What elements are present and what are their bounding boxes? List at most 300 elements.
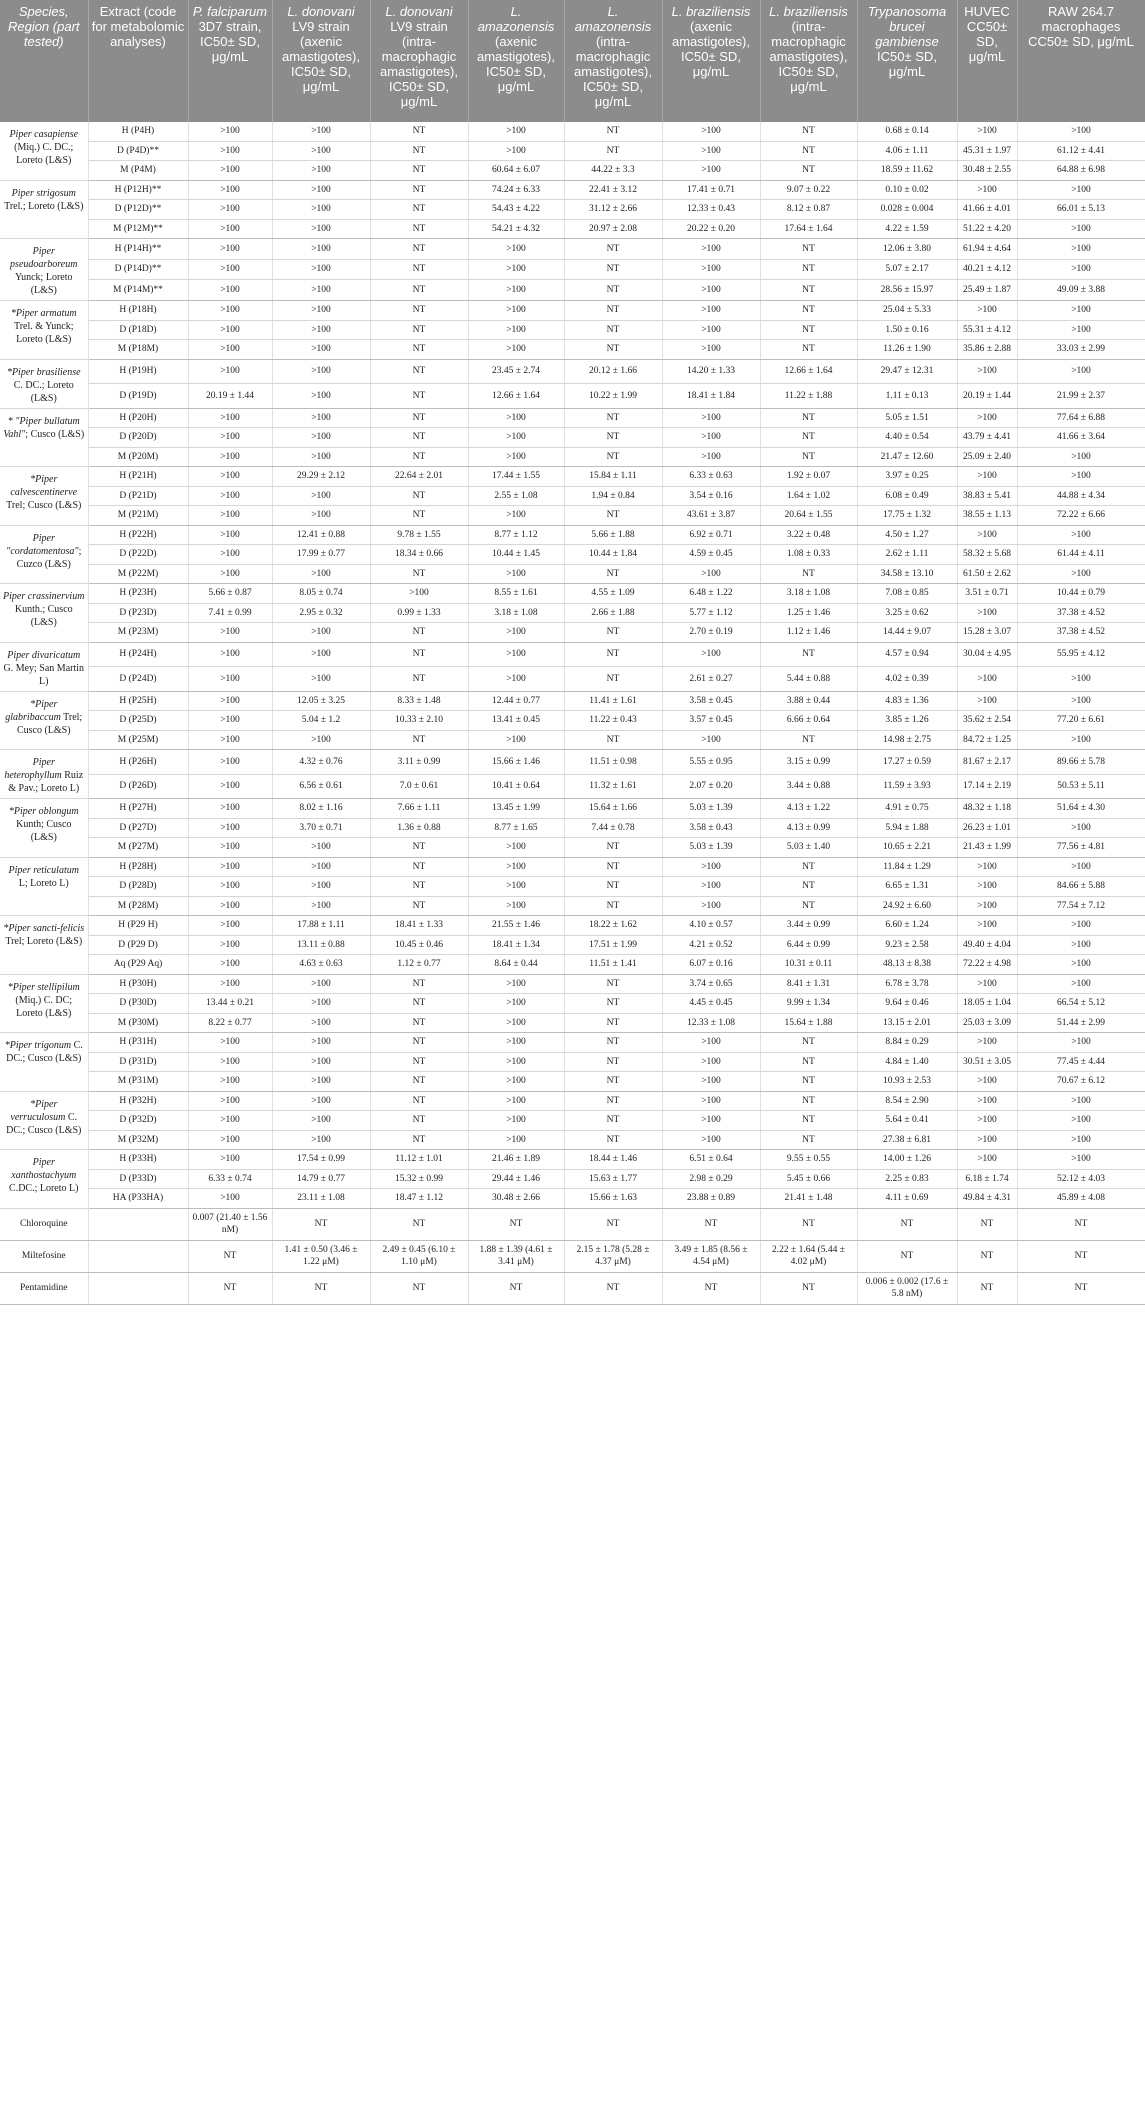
value-cell: >100 xyxy=(662,1033,760,1053)
value-cell: NT xyxy=(564,667,662,692)
table-row xyxy=(0,1091,1145,1111)
value-cell: 7.44 ± 0.78 xyxy=(564,818,662,838)
value-cell: 5.77 ± 1.12 xyxy=(662,603,760,623)
value-cell: 6.66 ± 0.64 xyxy=(760,711,857,731)
species-region: ; Cuzco (L&S) xyxy=(16,545,82,570)
value-cell: 5.66 ± 0.87 xyxy=(188,584,272,604)
extract-cell: D (P23D) xyxy=(88,603,188,623)
extract-cell: D (P12D)** xyxy=(88,200,188,220)
value-cell: >100 xyxy=(272,447,370,467)
value-cell: 66.01 ± 5.13 xyxy=(1017,200,1145,220)
table-row xyxy=(0,711,1145,731)
value-cell: 35.62 ± 2.54 xyxy=(957,711,1017,731)
value-cell: 4.22 ± 1.59 xyxy=(857,219,957,239)
value-cell: 2.25 ± 0.83 xyxy=(857,1169,957,1189)
value-cell: 6.33 ± 0.63 xyxy=(662,467,760,487)
value-cell: 8.55 ± 1.61 xyxy=(468,584,564,604)
value-cell: >100 xyxy=(468,994,564,1014)
value-cell: 13.15 ± 2.01 xyxy=(857,1013,957,1033)
value-cell: >100 xyxy=(662,141,760,161)
value-cell: >100 xyxy=(957,180,1017,200)
table-row xyxy=(0,857,1145,877)
value-cell: >100 xyxy=(272,623,370,643)
extract-cell: M (P25M) xyxy=(88,730,188,750)
value-cell: 14.98 ± 2.75 xyxy=(857,730,957,750)
value-cell: 18.41 ± 1.84 xyxy=(662,384,760,409)
value-cell: NT xyxy=(564,564,662,584)
table-row xyxy=(0,935,1145,955)
species-region: Kunth.; Cusco (L&S) xyxy=(14,604,73,628)
value-cell: 11.26 ± 1.90 xyxy=(857,340,957,360)
value-cell: 15.64 ± 1.88 xyxy=(760,1013,857,1033)
value-cell: NT xyxy=(1017,1208,1145,1240)
value-cell: NT xyxy=(370,384,468,409)
value-cell: 1.08 ± 0.33 xyxy=(760,545,857,565)
value-cell: >100 xyxy=(272,1013,370,1033)
species-cell xyxy=(0,916,88,975)
value-cell: >100 xyxy=(957,691,1017,711)
extract-cell: M (P23M) xyxy=(88,623,188,643)
table-row xyxy=(0,545,1145,565)
extract-cell: H (P18H) xyxy=(88,301,188,321)
value-cell: >100 xyxy=(957,1111,1017,1131)
header-row xyxy=(0,0,1145,122)
value-cell: 8.77 ± 1.12 xyxy=(468,525,564,545)
value-cell: 4.21 ± 0.52 xyxy=(662,935,760,955)
value-cell: 21.47 ± 12.60 xyxy=(857,447,957,467)
value-cell: 12.44 ± 0.77 xyxy=(468,691,564,711)
table-row xyxy=(0,486,1145,506)
value-cell: 2.49 ± 0.45 (6.10 ± 1.10 μM) xyxy=(370,1240,468,1272)
value-cell: NT xyxy=(760,1111,857,1131)
value-cell: 17.54 ± 0.99 xyxy=(272,1150,370,1170)
species-name: *Piper oblongum xyxy=(8,806,79,817)
value-cell: >100 xyxy=(468,408,564,428)
table-row xyxy=(0,340,1145,360)
reference-drug-cell: Chloroquine xyxy=(0,1208,88,1240)
value-cell: 2.62 ± 1.11 xyxy=(857,545,957,565)
value-cell: 4.91 ± 0.75 xyxy=(857,799,957,819)
value-cell: 4.59 ± 0.45 xyxy=(662,545,760,565)
species-cell xyxy=(0,1150,88,1209)
species-region: (Miq.) C. DC; Loreto (L&S) xyxy=(15,994,73,1019)
value-cell: >100 xyxy=(188,161,272,181)
value-cell: >100 xyxy=(272,320,370,340)
value-cell: 4.13 ± 1.22 xyxy=(760,799,857,819)
value-cell: 29.29 ± 2.12 xyxy=(272,467,370,487)
value-cell: >100 xyxy=(272,486,370,506)
value-cell: NT xyxy=(564,896,662,916)
value-cell: >100 xyxy=(662,896,760,916)
value-cell: NT xyxy=(370,838,468,858)
value-cell: >100 xyxy=(468,340,564,360)
value-cell: 10.93 ± 2.53 xyxy=(857,1072,957,1092)
table-row xyxy=(0,799,1145,819)
value-cell: >100 xyxy=(468,1111,564,1131)
value-cell: >100 xyxy=(957,857,1017,877)
value-cell: NT xyxy=(760,877,857,897)
value-cell: 45.89 ± 4.08 xyxy=(1017,1189,1145,1209)
value-cell: NT xyxy=(370,486,468,506)
value-cell: 18.22 ± 1.62 xyxy=(564,916,662,936)
table-row xyxy=(0,584,1145,604)
value-cell: 77.45 ± 4.44 xyxy=(1017,1052,1145,1072)
value-cell: 3.85 ± 1.26 xyxy=(857,711,957,731)
extract-cell: D (P19D) xyxy=(88,384,188,409)
value-cell: >100 xyxy=(188,1111,272,1131)
extract-cell: Aq (P29 Aq) xyxy=(88,955,188,975)
value-cell: >100 xyxy=(662,1091,760,1111)
value-cell: NT xyxy=(370,1033,468,1053)
value-cell: >100 xyxy=(1017,180,1145,200)
species-name: *Piper glabribaccum xyxy=(5,698,61,723)
value-cell: >100 xyxy=(188,916,272,936)
value-cell: >100 xyxy=(957,896,1017,916)
value-cell: NT xyxy=(564,1033,662,1053)
value-cell: NT xyxy=(370,447,468,467)
value-cell: >100 xyxy=(188,955,272,975)
value-cell: 11.32 ± 1.61 xyxy=(564,774,662,799)
value-cell: 1.12 ± 0.77 xyxy=(370,955,468,975)
value-cell: >100 xyxy=(957,974,1017,994)
value-cell: 2.98 ± 0.29 xyxy=(662,1169,760,1189)
value-cell: 26.23 ± 1.01 xyxy=(957,818,1017,838)
value-cell: >100 xyxy=(468,896,564,916)
value-cell: 25.49 ± 1.87 xyxy=(957,280,1017,301)
extract-cell: D (P29 D) xyxy=(88,935,188,955)
value-cell: 11.51 ± 1.41 xyxy=(564,955,662,975)
value-cell: 9.64 ± 0.46 xyxy=(857,994,957,1014)
species-region: Trel; Cusco (L&S) xyxy=(16,711,83,736)
value-cell: 30.51 ± 3.05 xyxy=(957,1052,1017,1072)
value-cell: >100 xyxy=(188,623,272,643)
value-cell: 5.44 ± 0.88 xyxy=(760,667,857,692)
species-cell xyxy=(0,691,88,750)
extract-cell: H (P26H) xyxy=(88,750,188,775)
value-cell: 12.66 ± 1.64 xyxy=(468,384,564,409)
value-cell: 18.44 ± 1.46 xyxy=(564,1150,662,1170)
value-cell: 43.79 ± 4.41 xyxy=(957,428,1017,448)
value-cell: 1.92 ± 0.07 xyxy=(760,467,857,487)
value-cell: 3.88 ± 0.44 xyxy=(760,691,857,711)
value-cell: >100 xyxy=(188,877,272,897)
value-cell: 4.32 ± 0.76 xyxy=(272,750,370,775)
value-cell: 49.40 ± 4.04 xyxy=(957,935,1017,955)
value-cell: 6.48 ± 1.22 xyxy=(662,584,760,604)
value-cell: 3.18 ± 1.08 xyxy=(760,584,857,604)
value-cell: 17.44 ± 1.55 xyxy=(468,467,564,487)
value-cell: 31.12 ± 2.66 xyxy=(564,200,662,220)
value-cell: >100 xyxy=(468,447,564,467)
value-cell: NT xyxy=(1017,1240,1145,1272)
value-cell: >100 xyxy=(188,320,272,340)
table-row xyxy=(0,1052,1145,1072)
value-cell: 21.41 ± 1.48 xyxy=(760,1189,857,1209)
value-cell: >100 xyxy=(468,1130,564,1150)
value-cell: >100 xyxy=(1017,730,1145,750)
value-cell: >100 xyxy=(662,408,760,428)
value-cell: >100 xyxy=(272,1052,370,1072)
value-cell: 10.41 ± 0.64 xyxy=(468,774,564,799)
value-cell: 54.43 ± 4.22 xyxy=(468,200,564,220)
value-cell: 3.44 ± 0.99 xyxy=(760,916,857,936)
value-cell: 72.22 ± 6.66 xyxy=(1017,506,1145,526)
value-cell: NT xyxy=(564,1111,662,1131)
value-cell: 18.41 ± 1.34 xyxy=(468,935,564,955)
value-cell: 6.56 ± 0.61 xyxy=(272,774,370,799)
value-cell xyxy=(88,1240,188,1272)
value-cell: >100 xyxy=(957,525,1017,545)
value-cell: NT xyxy=(760,1208,857,1240)
value-cell: NT xyxy=(760,1052,857,1072)
extract-cell: H (P22H) xyxy=(88,525,188,545)
value-cell: 27.38 ± 6.81 xyxy=(857,1130,957,1150)
value-cell: 6.44 ± 0.99 xyxy=(760,935,857,955)
value-cell: NT xyxy=(370,1013,468,1033)
value-cell: >100 xyxy=(188,141,272,161)
species-name: Piper heterophyllum xyxy=(4,757,62,781)
value-cell: >100 xyxy=(188,642,272,667)
value-cell: NT xyxy=(370,857,468,877)
value-cell: 2.70 ± 0.19 xyxy=(662,623,760,643)
species-name: *Piper stellipilum xyxy=(7,981,80,993)
value-cell: >100 xyxy=(662,447,760,467)
value-cell: >100 xyxy=(468,857,564,877)
value-cell: 37.38 ± 4.52 xyxy=(1017,623,1145,643)
value-cell: NT xyxy=(370,1272,468,1304)
species-region: C. DC.; Cusco (L&S) xyxy=(6,1040,83,1064)
table-row xyxy=(0,180,1145,200)
value-cell: >100 xyxy=(1017,935,1145,955)
table-row xyxy=(0,1111,1145,1131)
value-cell: 18.05 ± 1.04 xyxy=(957,994,1017,1014)
value-cell: NT xyxy=(370,428,468,448)
value-cell: NT xyxy=(564,1272,662,1304)
value-cell: 1.12 ± 1.46 xyxy=(760,623,857,643)
table-row xyxy=(0,955,1145,975)
table-row xyxy=(0,1130,1145,1150)
value-cell: NT xyxy=(564,974,662,994)
value-cell: >100 xyxy=(662,1072,760,1092)
table-row xyxy=(0,730,1145,750)
value-cell: 13.44 ± 0.21 xyxy=(188,994,272,1014)
value-cell: NT xyxy=(468,1208,564,1240)
table-row xyxy=(0,603,1145,623)
value-cell: NT xyxy=(370,161,468,181)
table-row xyxy=(0,838,1145,858)
value-cell: NT xyxy=(370,1091,468,1111)
table-row xyxy=(0,219,1145,239)
value-cell: >100 xyxy=(272,994,370,1014)
table-row xyxy=(0,280,1145,301)
value-cell: 5.05 ± 1.51 xyxy=(857,408,957,428)
value-cell: 15.28 ± 3.07 xyxy=(957,623,1017,643)
value-cell: 51.64 ± 4.30 xyxy=(1017,799,1145,819)
value-cell: >100 xyxy=(272,122,370,141)
value-cell: >100 xyxy=(662,857,760,877)
species-cell xyxy=(0,467,88,526)
value-cell: >100 xyxy=(468,259,564,280)
value-cell: >100 xyxy=(662,1052,760,1072)
species-name: Piper xanthostachyum xyxy=(11,1157,77,1181)
value-cell: NT xyxy=(760,730,857,750)
extract-cell: H (P29 H) xyxy=(88,916,188,936)
value-cell: 8.02 ± 1.16 xyxy=(272,799,370,819)
value-cell: >100 xyxy=(662,877,760,897)
value-cell: 14.20 ± 1.33 xyxy=(662,359,760,384)
value-cell: >100 xyxy=(188,799,272,819)
value-cell: NT xyxy=(564,428,662,448)
value-cell: 6.51 ± 0.64 xyxy=(662,1150,760,1170)
value-cell: NT xyxy=(564,408,662,428)
value-cell: 14.44 ± 9.07 xyxy=(857,623,957,643)
species-cell xyxy=(0,1091,88,1150)
value-cell: NT xyxy=(760,642,857,667)
value-cell: 61.50 ± 2.62 xyxy=(957,564,1017,584)
value-cell: 4.11 ± 0.69 xyxy=(857,1189,957,1209)
value-cell: NT xyxy=(760,122,857,141)
table-row xyxy=(0,122,1145,141)
table-row xyxy=(0,408,1145,428)
value-cell: >100 xyxy=(188,838,272,858)
value-cell: 3.97 ± 0.25 xyxy=(857,467,957,487)
species-region: C.DC.; Loreto L) xyxy=(9,1183,79,1194)
extract-cell: D (P28D) xyxy=(88,877,188,897)
value-cell: 17.27 ± 0.59 xyxy=(857,750,957,775)
value-cell: NT xyxy=(760,320,857,340)
species-region: (Miq.) C. DC.; Loreto (L&S) xyxy=(14,142,74,166)
value-cell: 77.64 ± 6.88 xyxy=(1017,408,1145,428)
value-cell: 4.84 ± 1.40 xyxy=(857,1052,957,1072)
table-row xyxy=(0,774,1145,799)
value-cell: >100 xyxy=(957,877,1017,897)
value-cell: 20.19 ± 1.44 xyxy=(188,384,272,409)
value-cell: >100 xyxy=(1017,447,1145,467)
value-cell: 23.88 ± 0.89 xyxy=(662,1189,760,1209)
value-cell: NT xyxy=(370,667,468,692)
value-cell: 3.49 ± 1.85 (8.56 ± 4.54 μM) xyxy=(662,1240,760,1272)
extract-cell: D (P33D) xyxy=(88,1169,188,1189)
table-row xyxy=(0,506,1145,526)
value-cell: NT xyxy=(760,1072,857,1092)
extract-cell: H (P20H) xyxy=(88,408,188,428)
value-cell: 0.007 (21.40 ± 1.56 nM) xyxy=(188,1208,272,1240)
value-cell: 4.45 ± 0.45 xyxy=(662,994,760,1014)
value-cell: NT xyxy=(370,896,468,916)
value-cell: 5.03 ± 1.39 xyxy=(662,838,760,858)
value-cell: 55.95 ± 4.12 xyxy=(1017,642,1145,667)
value-cell: NT xyxy=(564,506,662,526)
value-cell: 21.43 ± 1.99 xyxy=(957,838,1017,858)
table-row xyxy=(0,200,1145,220)
value-cell: NT xyxy=(1017,1272,1145,1304)
value-cell: >100 xyxy=(272,1130,370,1150)
value-cell: >100 xyxy=(188,691,272,711)
value-cell: >100 xyxy=(370,584,468,604)
value-cell: >100 xyxy=(957,1072,1017,1092)
value-cell: NT xyxy=(662,1208,760,1240)
value-cell: 8.84 ± 0.29 xyxy=(857,1033,957,1053)
species-name: *Piper calvescentinerve xyxy=(10,474,78,498)
value-cell: >100 xyxy=(188,1072,272,1092)
value-cell: 6.08 ± 0.49 xyxy=(857,486,957,506)
value-cell: 6.07 ± 0.16 xyxy=(662,955,760,975)
value-cell: >100 xyxy=(272,180,370,200)
value-cell: NT xyxy=(564,838,662,858)
extract-cell: M (P21M) xyxy=(88,506,188,526)
value-cell: >100 xyxy=(188,359,272,384)
extract-cell: D (P26D) xyxy=(88,774,188,799)
species-region: Yunck; Loreto (L&S) xyxy=(15,272,73,296)
value-cell: 12.33 ± 0.43 xyxy=(662,200,760,220)
value-cell: 2.66 ± 1.88 xyxy=(564,603,662,623)
value-cell: >100 xyxy=(188,774,272,799)
value-cell: NT xyxy=(370,994,468,1014)
value-cell: 52.12 ± 4.03 xyxy=(1017,1169,1145,1189)
value-cell: 20.97 ± 2.08 xyxy=(564,219,662,239)
value-cell: 15.84 ± 1.11 xyxy=(564,467,662,487)
value-cell: NT xyxy=(957,1240,1017,1272)
value-cell: 9.99 ± 1.34 xyxy=(760,994,857,1014)
extract-cell: D (P24D) xyxy=(88,667,188,692)
extract-cell: H (P23H) xyxy=(88,584,188,604)
value-cell: 11.12 ± 1.01 xyxy=(370,1150,468,1170)
value-cell: >100 xyxy=(188,1091,272,1111)
value-cell: >100 xyxy=(188,506,272,526)
value-cell: 55.31 ± 4.12 xyxy=(957,320,1017,340)
extract-cell: D (P21D) xyxy=(88,486,188,506)
value-cell: >100 xyxy=(272,1072,370,1092)
value-cell: 6.65 ± 1.31 xyxy=(857,877,957,897)
value-cell: 17.88 ± 1.11 xyxy=(272,916,370,936)
species-cell xyxy=(0,974,88,1033)
value-cell: 20.12 ± 1.66 xyxy=(564,359,662,384)
extract-cell: H (P32H) xyxy=(88,1091,188,1111)
value-cell: >100 xyxy=(468,122,564,141)
value-cell: 8.54 ± 2.90 xyxy=(857,1091,957,1111)
value-cell: >100 xyxy=(468,730,564,750)
value-cell: 24.92 ± 6.60 xyxy=(857,896,957,916)
value-cell: >100 xyxy=(1017,122,1145,141)
value-cell: >100 xyxy=(272,239,370,260)
value-cell: 2.61 ± 0.27 xyxy=(662,667,760,692)
value-cell: 1.11 ± 0.13 xyxy=(857,384,957,409)
col-header-species: Species, Region (part tested) xyxy=(0,0,88,122)
extract-cell: H (P24H) xyxy=(88,642,188,667)
value-cell: >100 xyxy=(1017,691,1145,711)
value-cell: >100 xyxy=(468,1052,564,1072)
extract-cell: M (P18M) xyxy=(88,340,188,360)
value-cell: 84.66 ± 5.88 xyxy=(1017,877,1145,897)
value-cell: >100 xyxy=(188,280,272,301)
col-header-ld-axenic: L. donovani LV9 strain (axenic amastigotes), IC50± SD, μg/mL xyxy=(272,0,370,122)
value-cell: 4.50 ± 1.27 xyxy=(857,525,957,545)
species-name: Piper strigosum xyxy=(11,187,76,199)
value-cell: >100 xyxy=(662,730,760,750)
value-cell: 43.61 ± 3.87 xyxy=(662,506,760,526)
value-cell: 18.47 ± 1.12 xyxy=(370,1189,468,1209)
table-row xyxy=(0,750,1145,775)
extract-cell: H (P4H) xyxy=(88,122,188,141)
value-cell: 3.57 ± 0.45 xyxy=(662,711,760,731)
table-row xyxy=(0,691,1145,711)
value-cell: >100 xyxy=(188,711,272,731)
value-cell: >100 xyxy=(1017,955,1145,975)
value-cell: 10.31 ± 0.11 xyxy=(760,955,857,975)
value-cell: NT xyxy=(370,408,468,428)
value-cell: 84.72 ± 1.25 xyxy=(957,730,1017,750)
value-cell: NT xyxy=(370,280,468,301)
